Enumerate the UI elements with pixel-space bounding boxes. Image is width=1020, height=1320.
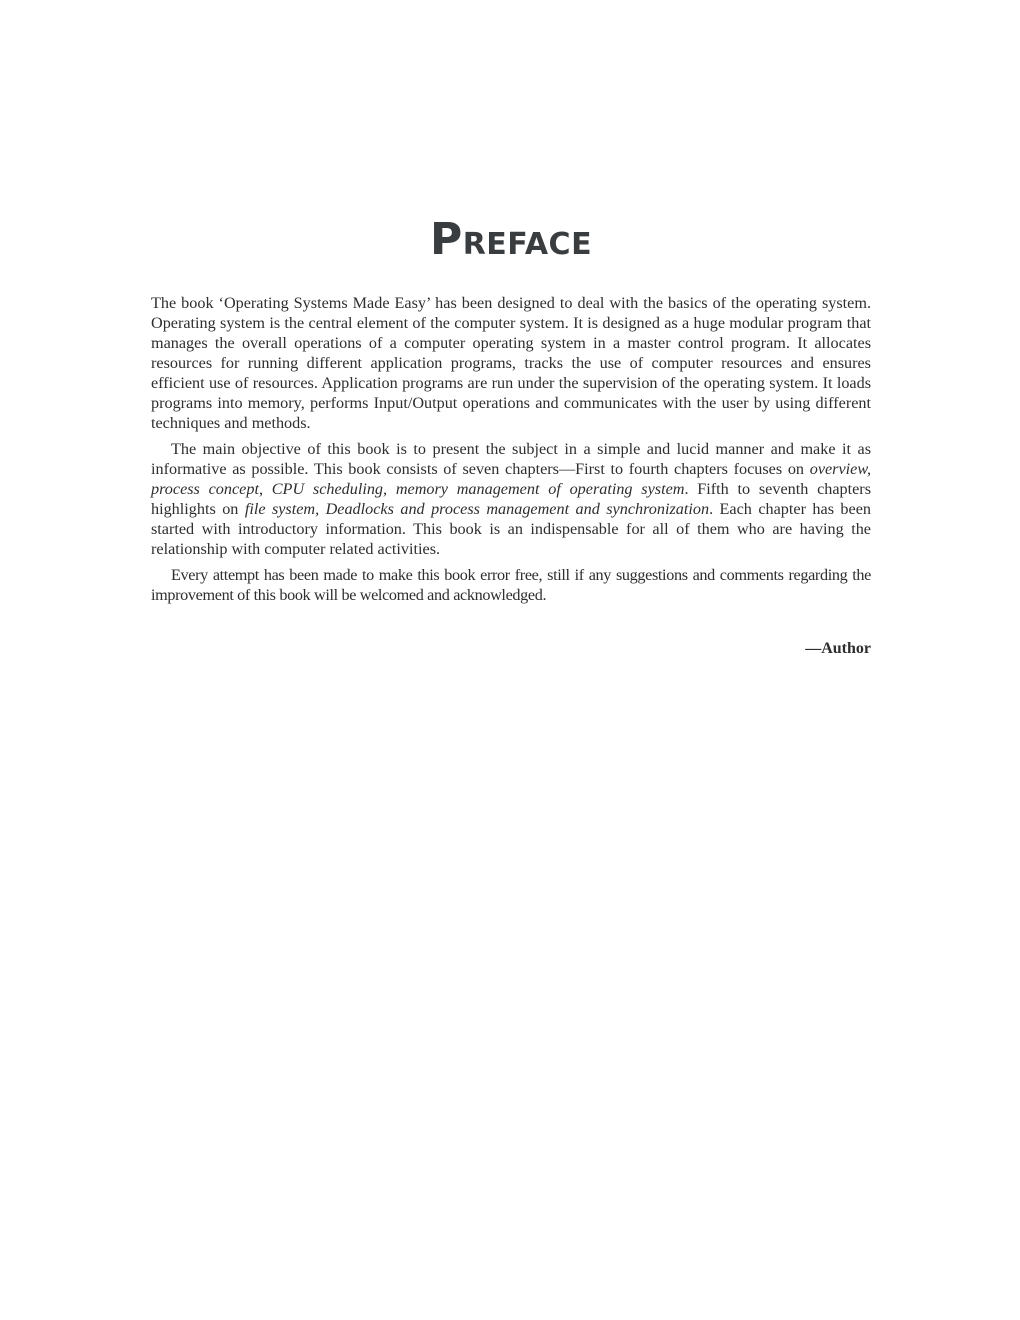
preface-body [151, 293, 871, 611]
objective-topics-1: overview, process concept, CPU scheduling, memory management of operating system [151, 460, 871, 498]
title-rest: REFACE [462, 227, 593, 262]
paragraph-objective [151, 439, 871, 559]
paragraph-acknowledgement: Every attempt has been made to make this book error free, still if any suggestions and comments regarding the improvement of this book will be welcomed and acknowledged. [151, 566, 871, 604]
objective-text-1: The main objective of this book is to present the subject in a simple and lucid manner and make it as informative as possible. This book consists of seven chapters—First to fourth chapters focuses on [151, 440, 871, 478]
objective-text-3: . Each chapter has been started with introductory information. This book is an indispensable for all of them who are having the relationship with computer related activities. [151, 500, 871, 558]
title-initial: P [429, 214, 463, 265]
page-title [151, 212, 871, 273]
objective-text-2: . Fifth to seventh chapters highlights on [151, 480, 872, 518]
author-signature: —Author [805, 640, 871, 657]
objective-topics-2: file system, Deadlocks and process management and synchronization [244, 500, 710, 518]
paragraph-intro: The book ‘Operating Systems Made Easy’ has been designed to deal with the basics of the operating system. Operating system is the central element of the computer system. It is designed as a huge modular program that manages the overall operations of a computer operating system in a master control program. It allocates resources for running different application programs, tracks the use of computer resources and ensures efficient use of resources. Application programs are run under the supervision of the operating system. It loads programs into memory, performs Input/Output operations and communicates with the user by using different techniques and methods. [151, 294, 871, 432]
